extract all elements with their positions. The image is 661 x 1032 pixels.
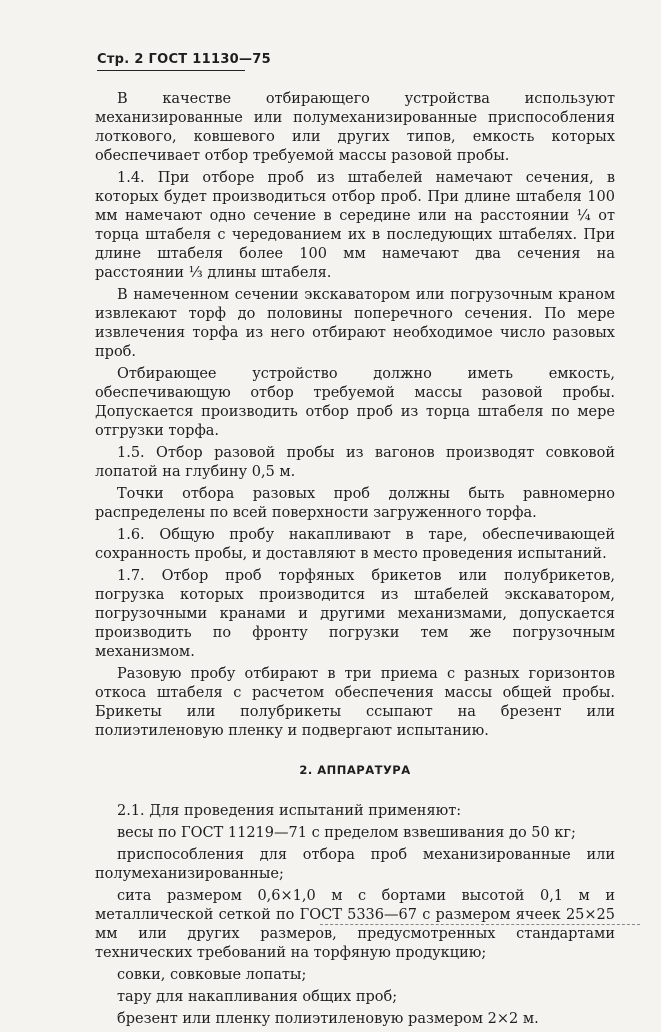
- list-item: тару для накапливания общих проб;: [117, 989, 398, 1005]
- header-underline: [97, 70, 245, 71]
- paragraph: В качестве отбирающего устройства используют механизированные или полумеханизированные приспособления лоткового, ковшевого или других типов, емкость которых обеспечивает отбор требуемой массы разовой пробы.: [95, 91, 615, 164]
- page-header: [97, 52, 271, 71]
- list-item: сита размером 0,6×1,0 м с бортами высотой 0,1 м и металлической сеткой по ГОСТ 5336—67 с размером ячеек 25×25 мм или других размеров, предусмотренных стандартами технических требований на торфяную продукцию;: [95, 888, 615, 961]
- document-body: [95, 90, 615, 1032]
- paragraph: Отбирающее устройство должно иметь емкость, обеспечивающую отбор требуемой массы разовой пробы. Допускается производить отбор проб из торца штабеля по мере отгрузки торфа.: [95, 366, 615, 439]
- paragraph: 1.7. Отбор проб торфяных брикетов или полубрикетов, погрузка которых производится из штабелей экскаватором, погрузочными кранами и другими механизмами, допускается производить по фронту погрузки тем же погрузочным механизмом.: [95, 568, 615, 660]
- paragraph: 1.4. При отборе проб из штабелей намечают сечения, в которых будет производиться отбор проб. При длине штабеля 100 мм намечают одно сечение в середине или на расстоянии ¼ от торца штабеля с чередованием их в последующих штабелях. При длине штабеля более 100 мм намечают два сечения на расстоянии ⅓ длины штабеля.: [95, 170, 615, 281]
- list-item: весы по ГОСТ 11219—71 с пределом взвешивания до 50 кг;: [117, 825, 576, 841]
- paragraph: В намеченном сечении экскаватором или погрузочным краном извлекают торф до половины поперечного сечения. По мере извлечения торфа из него отбирают необходимое число разовых проб.: [95, 287, 615, 360]
- paragraph: Разовую пробу отбирают в три приема с разных горизонтов откоса штабеля с расчетом обеспечения массы общей пробы. Брикеты или полубрикеты ссыпают на брезент или полиэтиленовую пленку и подвергают испытанию.: [95, 666, 615, 739]
- list-item: брезент или пленку полиэтиленовую размером 2×2 м.: [117, 1011, 539, 1027]
- paragraph: Точки отбора разовых проб должны быть равномерно распределены по всей поверхности загруженного торфа.: [95, 486, 615, 521]
- list-item: совки, совковые лопаты;: [117, 967, 307, 983]
- header-text: Стр. 2 ГОСТ 11130—75: [97, 52, 272, 67]
- list-item: 2.1. Для проведения испытаний применяют:: [117, 803, 462, 819]
- paragraph: 1.6. Общую пробу накапливают в таре, обеспечивающей сохранность пробы, и доставляют в место проведения испытаний.: [95, 527, 615, 562]
- footer-rule: [320, 924, 640, 925]
- section-title: 2. АППАРАТУРА: [299, 763, 411, 777]
- paragraph: 1.5. Отбор разовой пробы из вагонов производят совковой лопатой на глубину 0,5 м.: [95, 445, 615, 480]
- list-item: приспособления для отбора проб механизированные или полумеханизированные;: [95, 847, 615, 882]
